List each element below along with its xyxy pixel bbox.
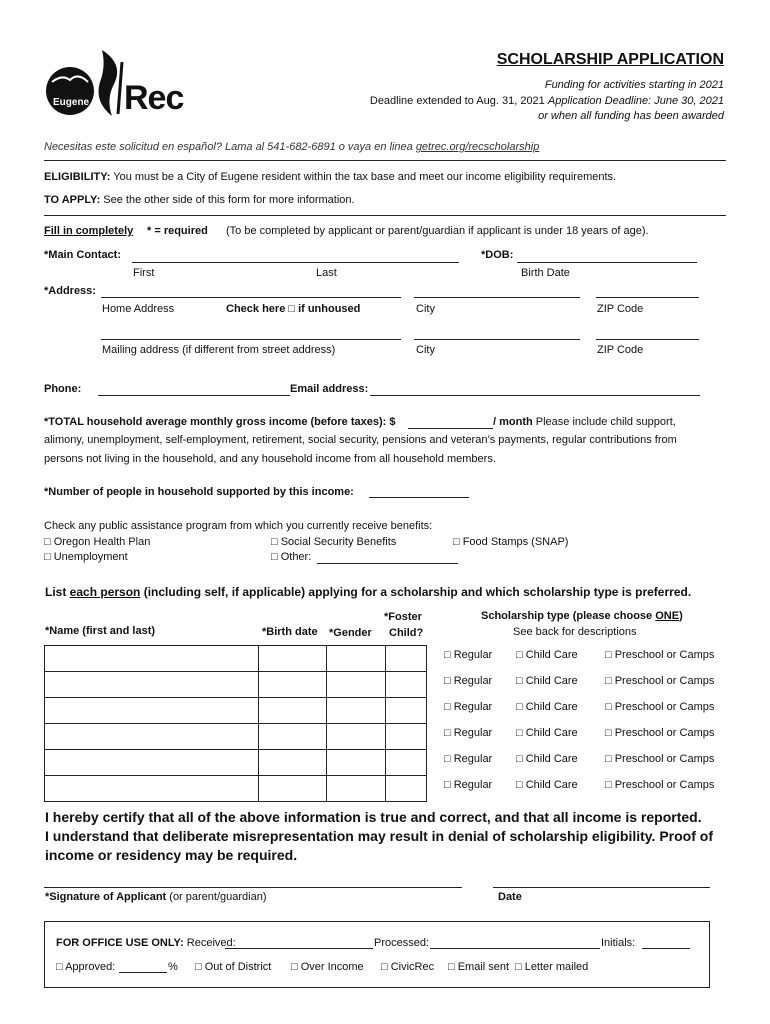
ss-checkbox[interactable]: □ Social Security Benefits [271, 536, 397, 548]
pct-label: % [168, 961, 178, 973]
assistance-intro: Check any public assistance program from which you currently receive benefits: [44, 520, 433, 532]
col-type-note: See back for descriptions [513, 626, 637, 638]
foster-cell[interactable] [386, 672, 427, 698]
foster-cell[interactable] [386, 698, 427, 724]
city-caption: City [416, 303, 435, 315]
city-field[interactable] [414, 297, 580, 298]
birth-cell[interactable] [259, 724, 327, 750]
regular-option[interactable]: □ Regular [444, 675, 493, 687]
regular-option[interactable]: □ Regular [444, 779, 493, 791]
birth-cell[interactable] [259, 776, 327, 802]
list-instructions: List each person (including self, if applicable) applying for a scholarship and which scholarship type is preferred. [45, 585, 692, 599]
over-income-checkbox[interactable]: □ Over Income [291, 961, 364, 973]
child-care-option[interactable]: □ Child Care [516, 675, 578, 687]
required-legend: * = required [147, 225, 208, 237]
zip-caption: ZIP Code [597, 303, 644, 315]
preschool-option[interactable]: □ Preschool or Camps [605, 727, 715, 739]
eligibility-text: ELIGIBILITY: You must be a City of Eugene resident within the tax base and meet our income eligibility requirements. [44, 171, 617, 183]
name-cell[interactable] [45, 750, 259, 776]
birth-cell[interactable] [259, 672, 327, 698]
certification-text: I hereby certify that all of the above information is true and correct, and that all income is reported. I understand that deliberate misrepresentation may result in denial of scholarship eligibility. Proof of income or residency may be required. [45, 809, 713, 863]
funding-note: Funding for activities starting in 2021 [544, 79, 724, 91]
processed-field[interactable] [430, 948, 600, 949]
divider [44, 160, 726, 161]
preschool-option[interactable]: □ Preschool or Camps [605, 779, 715, 791]
signature-field[interactable] [44, 887, 462, 888]
divider [44, 215, 726, 216]
address-label: *Address: [44, 285, 96, 297]
office-use-box [44, 921, 710, 988]
child-care-option[interactable]: □ Child Care [516, 753, 578, 765]
gender-cell[interactable] [327, 724, 386, 750]
home-address-field[interactable] [101, 297, 401, 298]
birth-cell[interactable] [259, 750, 327, 776]
name-cell[interactable] [45, 776, 259, 802]
home-address-caption: Home Address [102, 303, 175, 315]
first-name-caption: First [133, 267, 155, 279]
mailing-city-caption: City [416, 344, 435, 356]
other-checkbox[interactable]: □ Other: [271, 551, 312, 563]
child-care-option[interactable]: □ Child Care [516, 701, 578, 713]
snap-checkbox[interactable]: □ Food Stamps (SNAP) [453, 536, 569, 548]
gender-cell[interactable] [327, 646, 386, 672]
spanish-note: Necesitas este solicitud en español? Lama al 541-682-6891 o vaya en linea getrec.org/recscholarship [44, 141, 540, 153]
table-row [45, 776, 427, 802]
child-care-option[interactable]: □ Child Care [516, 727, 578, 739]
civicrec-checkbox[interactable]: □ CivicRec [381, 961, 435, 973]
signature-label: *Signature of Applicant (or parent/guardian) [45, 891, 267, 903]
income-note-line3: persons not living in the household, and any household income from all household members. [44, 453, 496, 465]
col-birth-date: *Birth date [262, 626, 318, 638]
approved-pct-field[interactable] [119, 972, 167, 973]
zip-field[interactable] [596, 297, 699, 298]
income-note-line2: alimony, unemployment, self-employment, retirement, social security, pensions and veteran’s payments, regular contributions from [44, 434, 677, 446]
preschool-option[interactable]: □ Preschool or Camps [605, 753, 715, 765]
received-label: FOR OFFICE USE ONLY: Received: [56, 937, 236, 949]
phone-field[interactable] [98, 395, 290, 396]
name-cell[interactable] [45, 672, 259, 698]
scholarship-link[interactable]: getrec.org/recscholarship [415, 141, 540, 153]
mailing-city-field[interactable] [414, 339, 580, 340]
table-row [45, 698, 427, 724]
gender-cell[interactable] [327, 750, 386, 776]
mailing-address-caption: Mailing address (if different from street address) [102, 344, 336, 356]
table-row [45, 646, 427, 672]
email-field[interactable] [370, 395, 700, 396]
main-contact-label: *Main Contact: [44, 249, 121, 261]
deadline-line: Deadline extended to Aug. 31, 2021 Application Deadline: June 30, 2021 [369, 95, 724, 107]
household-size-label: *Number of people in household supported by this income: [44, 486, 354, 498]
to-apply-text: TO APPLY: See the other side of this form for more information. [44, 194, 355, 206]
approved-checkbox[interactable]: □ Approved: [56, 961, 116, 973]
regular-option[interactable]: □ Regular [444, 753, 493, 765]
main-contact-field[interactable] [132, 262, 459, 263]
col-foster-1: *Foster [384, 611, 422, 623]
gender-cell[interactable] [327, 776, 386, 802]
preschool-option[interactable]: □ Preschool or Camps [605, 701, 715, 713]
birth-date-caption: Birth Date [521, 267, 570, 279]
birth-cell[interactable] [259, 646, 327, 672]
email-sent-checkbox[interactable]: □ Email sent [448, 961, 510, 973]
child-care-option[interactable]: □ Child Care [516, 779, 578, 791]
col-foster-2: Child? [389, 627, 424, 639]
logo-rec-text: Rec [124, 79, 184, 117]
name-cell[interactable] [45, 724, 259, 750]
logo-eugene-text: Eugene [53, 97, 90, 108]
phone-label: Phone: [44, 383, 82, 395]
regular-option[interactable]: □ Regular [444, 649, 493, 661]
dob-label: *DOB: [481, 249, 514, 261]
regular-option[interactable]: □ Regular [444, 727, 493, 739]
funding-deadline-note: or when all funding has been awarded [538, 110, 724, 122]
foster-cell[interactable] [386, 776, 427, 802]
col-name: *Name (first and last) [45, 625, 156, 637]
applicant-table [44, 645, 427, 802]
mailing-zip-field[interactable] [596, 339, 699, 340]
initials-label: Initials: [601, 937, 636, 949]
preschool-option[interactable]: □ Preschool or Camps [605, 675, 715, 687]
income-field[interactable] [408, 428, 493, 429]
table-row [45, 724, 427, 750]
col-scholarship-type: Scholarship type (please choose ONE) [481, 610, 683, 622]
unhoused-checkbox[interactable]: Check here □ if unhoused [226, 303, 361, 315]
last-name-caption: Last [316, 267, 337, 279]
form-title: SCHOLARSHIP APPLICATION [496, 51, 724, 68]
fill-completely-label: Fill in completely [44, 225, 134, 237]
foster-cell[interactable] [386, 750, 427, 776]
dob-field[interactable] [517, 262, 697, 263]
preschool-option[interactable]: □ Preschool or Camps [605, 649, 715, 661]
table-row [45, 672, 427, 698]
table-row [45, 750, 427, 776]
email-label: Email address: [290, 383, 369, 395]
received-field[interactable] [225, 948, 373, 949]
birth-cell[interactable] [259, 698, 327, 724]
gender-cell[interactable] [327, 698, 386, 724]
initials-field[interactable] [642, 948, 690, 949]
regular-option[interactable]: □ Regular [444, 701, 493, 713]
foster-cell[interactable] [386, 724, 427, 750]
processed-label: Processed: [374, 937, 430, 949]
income-note-line1: / month Please include child support, [493, 416, 676, 428]
letter-mailed-checkbox[interactable]: □ Letter mailed [515, 961, 589, 973]
out-of-district-checkbox[interactable]: □ Out of District [195, 961, 272, 973]
date-label: Date [498, 891, 522, 903]
col-gender: *Gender [329, 627, 372, 639]
household-size-field[interactable] [369, 497, 469, 498]
name-cell[interactable] [45, 698, 259, 724]
foster-cell[interactable] [386, 646, 427, 672]
income-label: *TOTAL household average monthly gross income (before taxes): $ [44, 416, 396, 428]
unemployment-checkbox[interactable]: □ Unemployment [44, 551, 128, 563]
name-cell[interactable] [45, 646, 259, 672]
child-care-option[interactable]: □ Child Care [516, 649, 578, 661]
mailing-address-field[interactable] [101, 339, 401, 340]
gender-cell[interactable] [327, 672, 386, 698]
fill-note: (To be completed by applicant or parent/guardian if applicant is under 18 years of age). [226, 225, 649, 237]
other-field[interactable] [317, 563, 458, 564]
mailing-zip-caption: ZIP Code [597, 344, 644, 356]
date-field[interactable] [493, 887, 710, 888]
ohp-checkbox[interactable]: □ Oregon Health Plan [44, 536, 151, 548]
